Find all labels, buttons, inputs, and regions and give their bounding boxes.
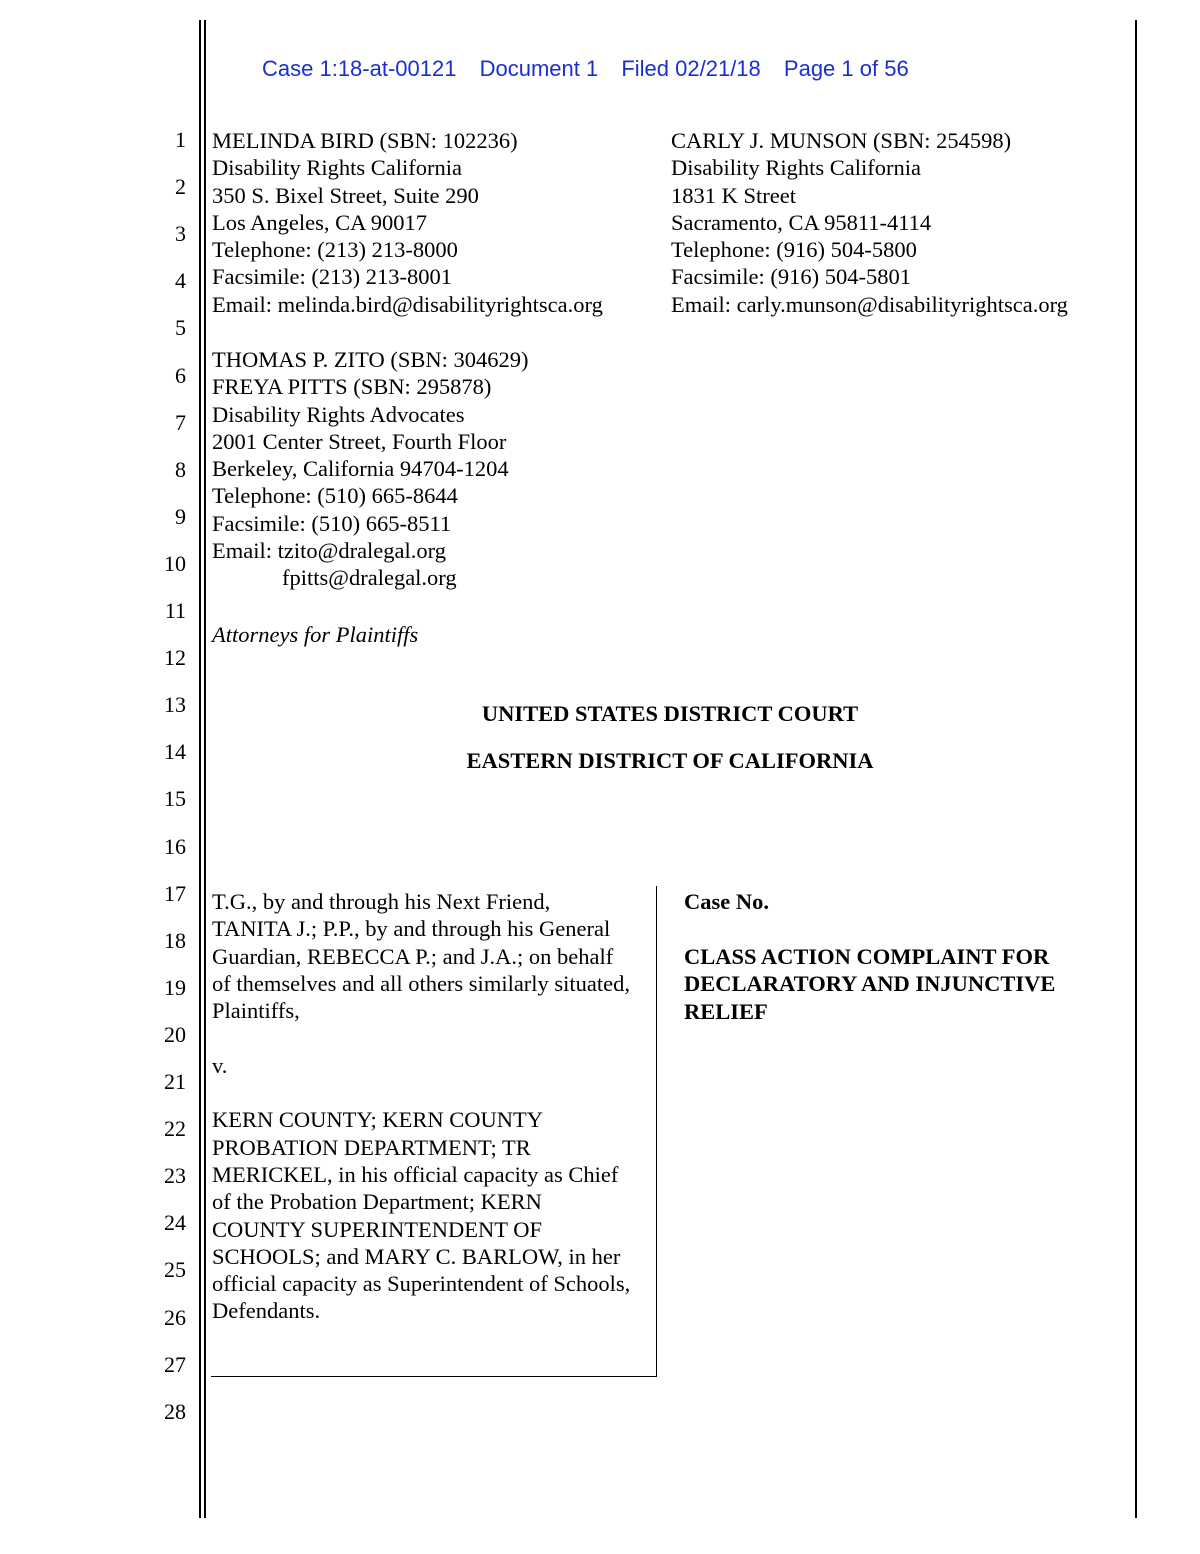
counsel-line: CARLY J. MUNSON (SBN: 254598) [671,128,1012,153]
counsel-line: Sacramento, CA 95811-4114 [671,209,932,235]
line-number: 6 [175,362,186,388]
court-district: EASTERN DISTRICT OF CALIFORNIA [466,748,874,773]
attorneys-for-label: Attorneys for Plaintiffs [212,622,419,647]
defendants-line: MERICKEL, in his official capacity as Chief [212,1161,619,1187]
counsel-line: Facsimile: (213) 213-8001 [212,264,452,290]
counsel-line: 350 S. Bixel Street, Suite 290 [212,182,479,208]
line-number: 5 [175,315,186,341]
counsel-block-advocates [212,346,528,592]
line-number: 8 [175,456,186,482]
left-margin-rule-outer [199,20,201,1518]
line-number: 11 [164,598,186,623]
defendants-line: PROBATION DEPARTMENT; TR [212,1134,531,1160]
line-number: 3 [175,221,186,247]
plaintiffs-line: Plaintiffs, [212,998,300,1024]
line-number: 18 [164,927,186,953]
counsel-line: THOMAS P. ZITO (SBN: 304629) [212,347,529,372]
line-number: 25 [164,1257,186,1283]
line-number: 17 [164,880,186,906]
complaint-title [684,943,1055,1025]
line-number: 22 [164,1116,186,1142]
defendants-line: of the Probation Department; KERN [212,1189,542,1215]
counsel-block-left [212,127,603,318]
complaint-title-line: RELIEF [684,998,768,1024]
complaint-title-line: CLASS ACTION COMPLAINT FOR [684,944,1050,969]
complaint-title-line: DECLARATORY AND INJUNCTIVE [684,971,1056,997]
counsel-line: Disability Rights California [212,155,462,181]
line-number: 12 [164,645,186,671]
ecf-page-count: Page 1 of 56 [783,56,909,81]
ecf-document-number: Document 1 [479,56,599,81]
counsel-line: Telephone: (510) 665-8644 [212,483,458,509]
caption-parties [212,888,630,1325]
counsel-email-secondary: fpitts@dralegal.org [282,565,457,591]
counsel-line: Email: melinda.bird@disabilityrightsca.org [212,291,603,317]
counsel-line: Email: tzito@dralegal.org [212,538,446,564]
versus-label: v. [212,1052,228,1078]
line-number: 27 [164,1351,186,1377]
line-number: 15 [164,786,186,812]
defendants-line: KERN COUNTY; KERN COUNTY [212,1107,544,1133]
defendants-line: Defendants. [212,1298,321,1324]
counsel-line: Disability Rights Advocates [212,401,465,427]
line-number: 26 [164,1304,186,1330]
defendants-line: SCHOOLS; and MARY C. BARLOW, in her [212,1243,621,1269]
ecf-filing-header [262,56,926,82]
line-number: 19 [164,974,186,1000]
counsel-line: Email: carly.munson@disabilityrightsca.org [671,291,1068,317]
plaintiffs-line: Guardian, REBECCA P.; and J.A.; on behalf [212,943,614,969]
line-number: 20 [164,1021,186,1047]
counsel-line: 1831 K Street [671,182,796,208]
line-number: 1 [175,127,186,152]
counsel-line: Telephone: (213) 213-8000 [212,237,458,263]
counsel-line: FREYA PITTS (SBN: 295878) [212,374,492,400]
defendants-line: official capacity as Superintendent of Schools, [212,1271,631,1297]
line-number: 21 [164,1069,186,1094]
line-number: 23 [164,1163,186,1189]
counsel-line: 2001 Center Street, Fourth Floor [212,428,507,454]
case-number-label: Case No. [684,889,769,914]
defendants-line: COUNTY SUPERINTENDENT OF [212,1216,543,1242]
line-number: 4 [175,268,186,294]
line-number: 28 [164,1398,186,1424]
counsel-block-right [671,127,1068,318]
court-name: UNITED STATES DISTRICT COURT [481,701,859,726]
line-number: 24 [164,1210,186,1236]
counsel-line: Facsimile: (916) 504-5801 [671,264,911,290]
line-number: 16 [164,833,186,859]
ecf-filed-date: Filed 02/21/18 [621,56,761,81]
line-number: 14 [164,739,186,765]
counsel-line: Telephone: (916) 504-5800 [671,237,917,263]
counsel-line: Los Angeles, CA 90017 [212,209,428,235]
line-number: 13 [164,692,186,718]
plaintiffs-line: TANITA J.; P.P., by and through his General [212,916,611,942]
line-number: 10 [164,550,186,576]
ecf-case-number: Case 1:18-at-00121 [262,56,457,81]
line-number: 2 [175,174,186,200]
line-number: 7 [175,409,186,435]
line-number: 9 [175,503,186,529]
counsel-line: Facsimile: (510) 665-8511 [212,510,452,536]
counsel-line: Disability Rights California [671,155,921,181]
plaintiffs-line: of themselves and all others similarly situated, [212,970,631,996]
right-margin-rule [1135,20,1137,1518]
plaintiffs-line: T.G., by and through his Next Friend, [212,889,551,914]
counsel-line: MELINDA BIRD (SBN: 102236) [212,128,518,153]
counsel-line: Berkeley, California 94704-1204 [212,456,509,482]
